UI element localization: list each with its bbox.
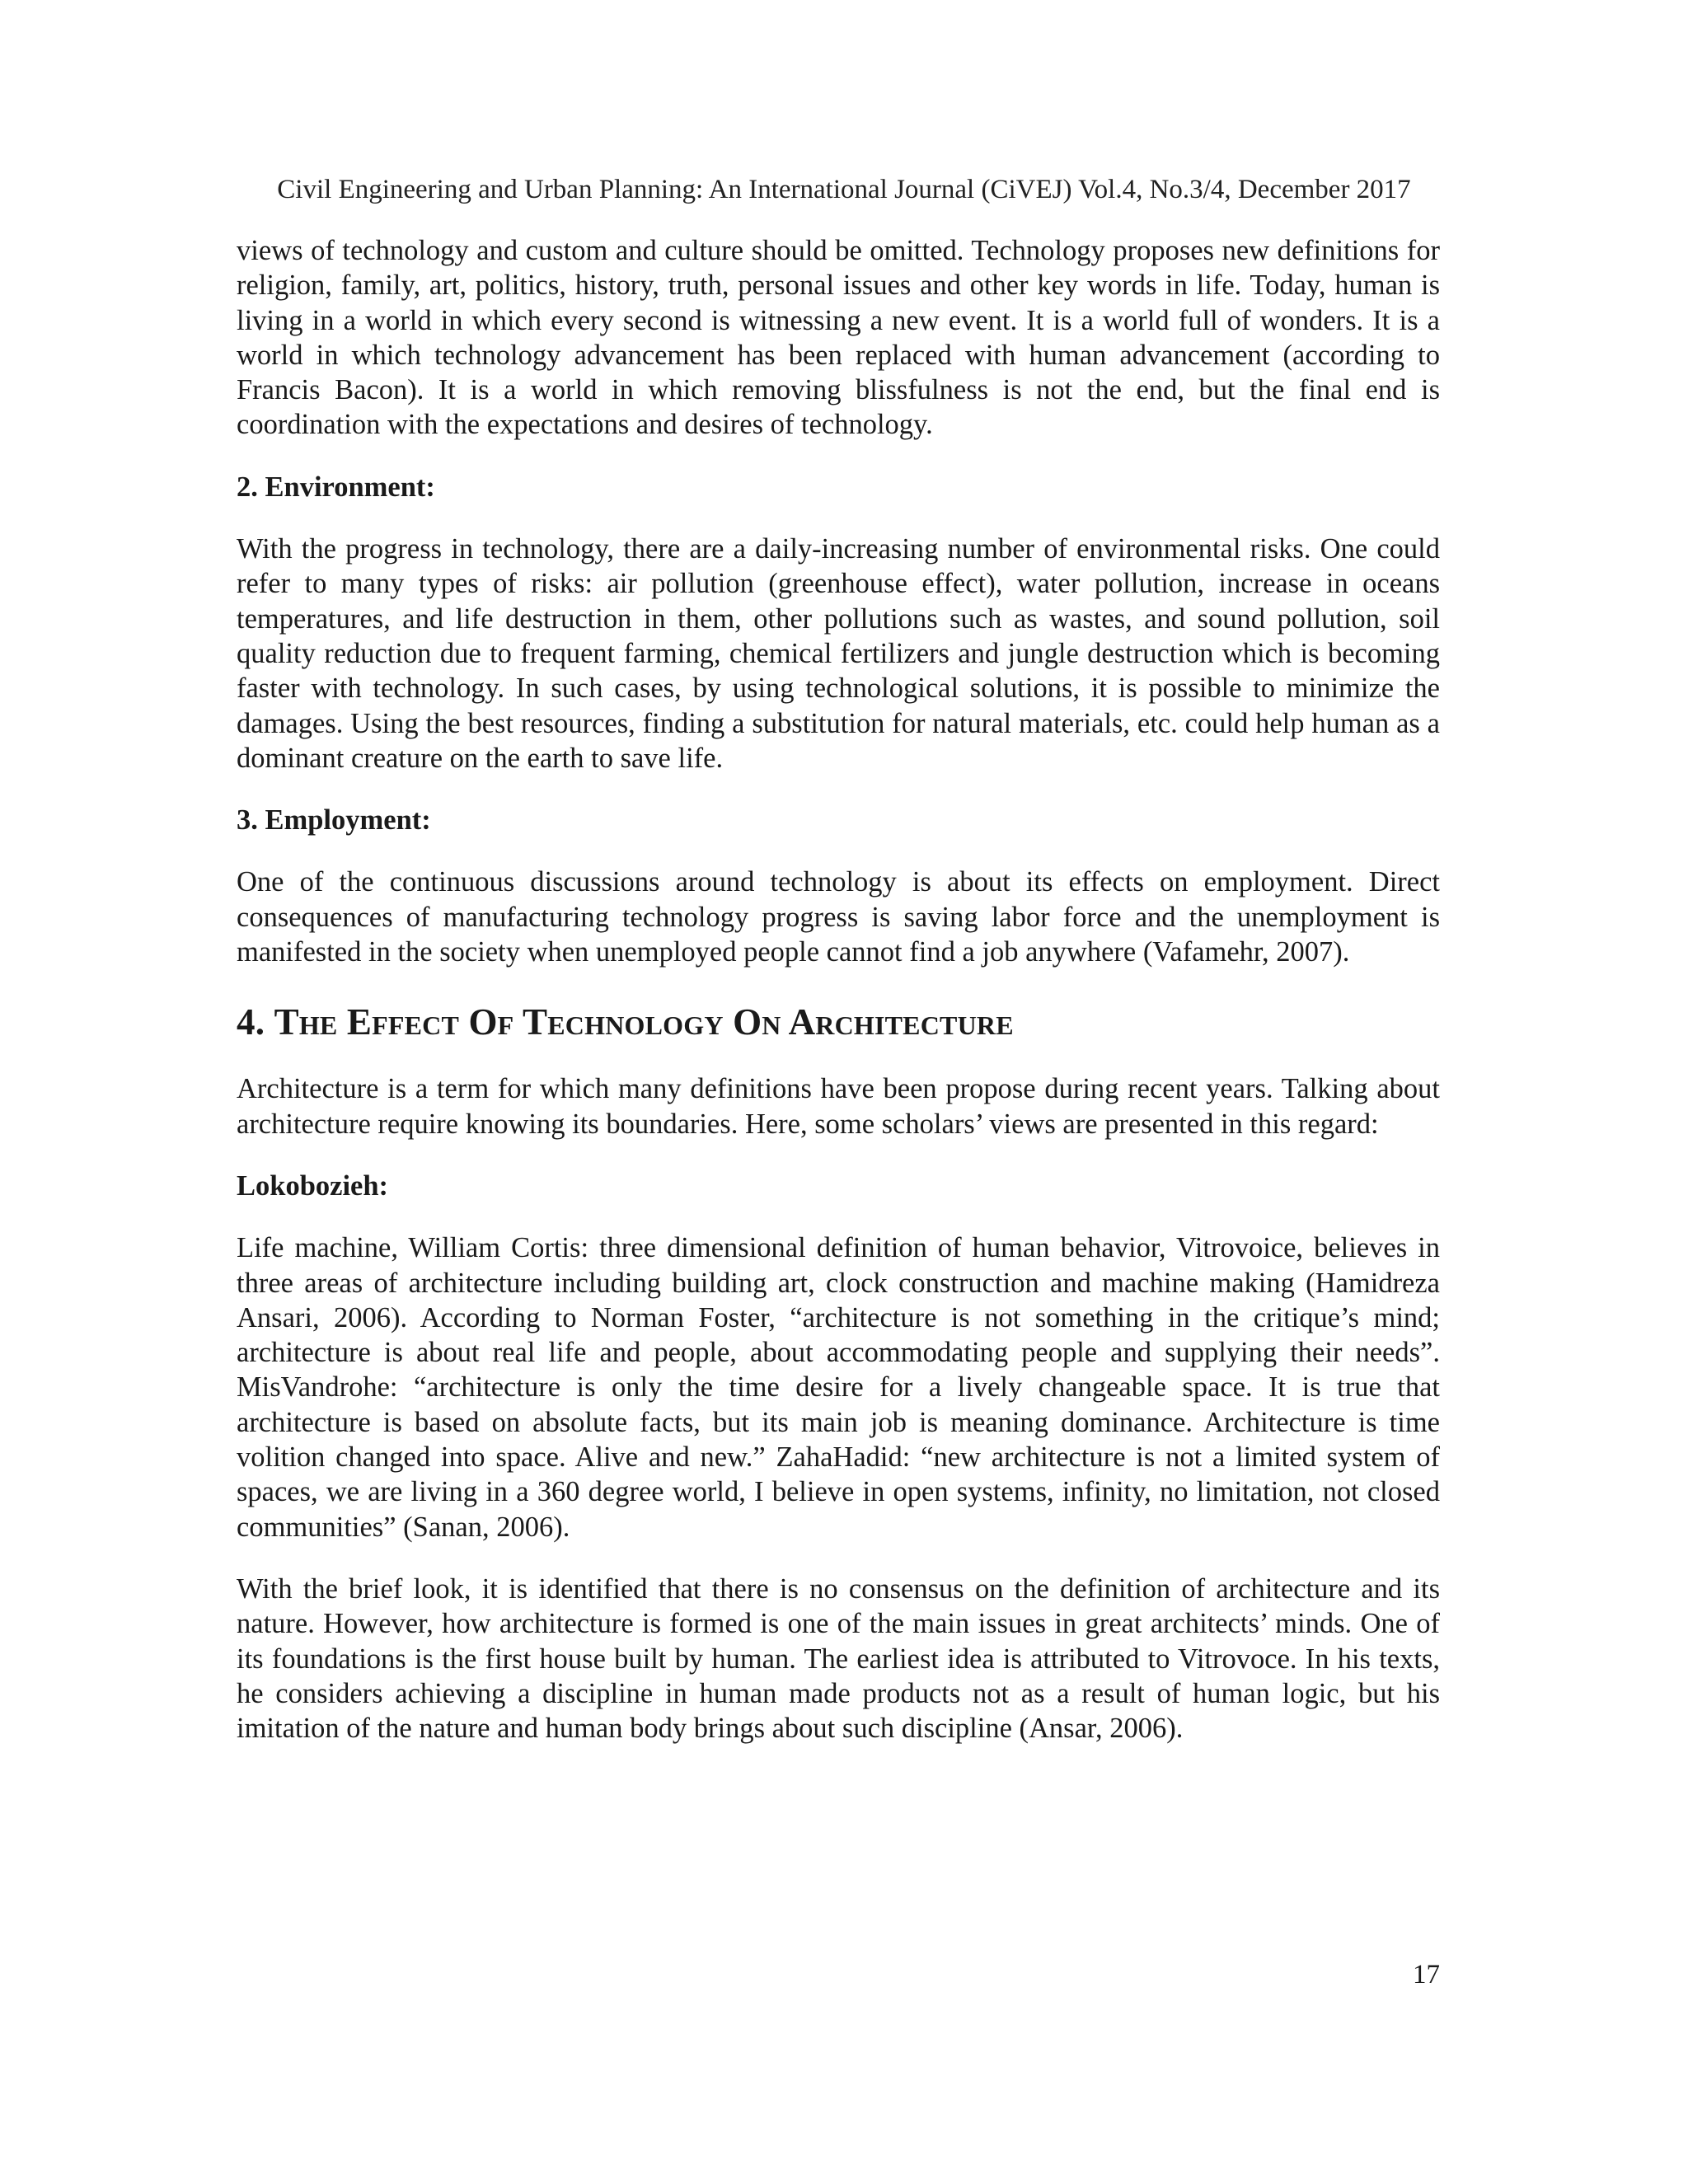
section-4-paragraph: Architecture is a term for which many definitions have been propose during recent years. Talking about architecture require knowing its boundaries. Here, some scholars’ views are presented in this regard: xyxy=(237,1073,1440,1140)
page-number: 17 xyxy=(1413,1960,1440,1990)
lokobozieh-paragraph: Life machine, William Cortis: three dimensional definition of human behavior, Vitrovoice, believes in three areas of architecture including building art, clock construction and machine making (Hamidreza Ansari, 2006). According to Norman Foster, “architecture is not something in the critique’s mind; architecture is about real life and people, about accommodating people and supplying their needs”. MisVandrohe: “architecture is only the time desire for a lively changeable space. It is true that architecture is based on absolute facts, but its main job is meaning dominance. Architecture is time volition changed into space. Alive and new.” ZahaHadid: “new architecture is not a limited system of spaces, we are living in a 360 degree world, I believe in open systems, infinity, no limitation, not closed communities” (Sanan, 2006). xyxy=(237,1232,1440,1543)
environment-paragraph: With the progress in technology, there are a daily-increasing number of environmental risks. One could refer to many types of risks: air pollution (greenhouse effect), water pollution, increase in oceans temperatures, and life destruction in them, other pollutions such as wastes, and sound pollution, soil quality reduction due to frequent farming, chemical fertilizers and jungle destruction which is becoming faster with technology. In such cases, by using technological solutions, it is possible to minimize the damages. Using the best resources, finding a substitution for natural materials, etc. could help human as a dominant creature on the earth to save life. xyxy=(237,533,1440,774)
running-header: Civil Engineering and Urban Planning: An International Journal (CiVEJ) Vol.4, No.3/4, December 2017 xyxy=(277,175,1411,204)
closing-paragraph: With the brief look, it is identified that there is no consensus on the definition of architecture and its nature. However, how architecture is formed is one of the main issues in great architects’ minds. One of its foundations is the first house built by human. The earliest idea is attributed to Vitrovoce. In his texts, he considers achieving a discipline in human made products not as a result of human logic, but his imitation of the nature and human body brings about such discipline (Ansar, 2006). xyxy=(237,1572,1440,1745)
section-4-number: 4. xyxy=(237,1001,274,1043)
section-4-heading xyxy=(237,1001,1440,1043)
employment-paragraph: One of the continuous discussions around technology is about its effects on employment. Direct consequences of manufacturing technology progress is saving labor force and the unemployment is manifested in the society when unemployed people cannot find a job anywhere (Vafamehr, 2007). xyxy=(237,866,1440,968)
employment-heading: 3. Employment: xyxy=(237,804,431,837)
intro-paragraph: views of technology and custom and culture should be omitted. Technology proposes new definitions for religion, family, art, politics, history, truth, personal issues and other key words in life. Today, human is living in a world in which every second is witnessing a new event. It is a world full of wonders. It is a world in which technology advancement has been replaced with human advancement (according to Francis Bacon). It is a world in which removing blissfulness is not the end, but the final end is coordination with the expectations and desires of technology. xyxy=(237,235,1440,441)
page-body xyxy=(237,233,1440,1746)
lokobozieh-heading: Lokobozieh: xyxy=(237,1169,389,1202)
environment-heading: 2. Environment: xyxy=(237,471,435,503)
section-4-title: The Effect Of Technology On Architecture xyxy=(274,1001,1014,1043)
